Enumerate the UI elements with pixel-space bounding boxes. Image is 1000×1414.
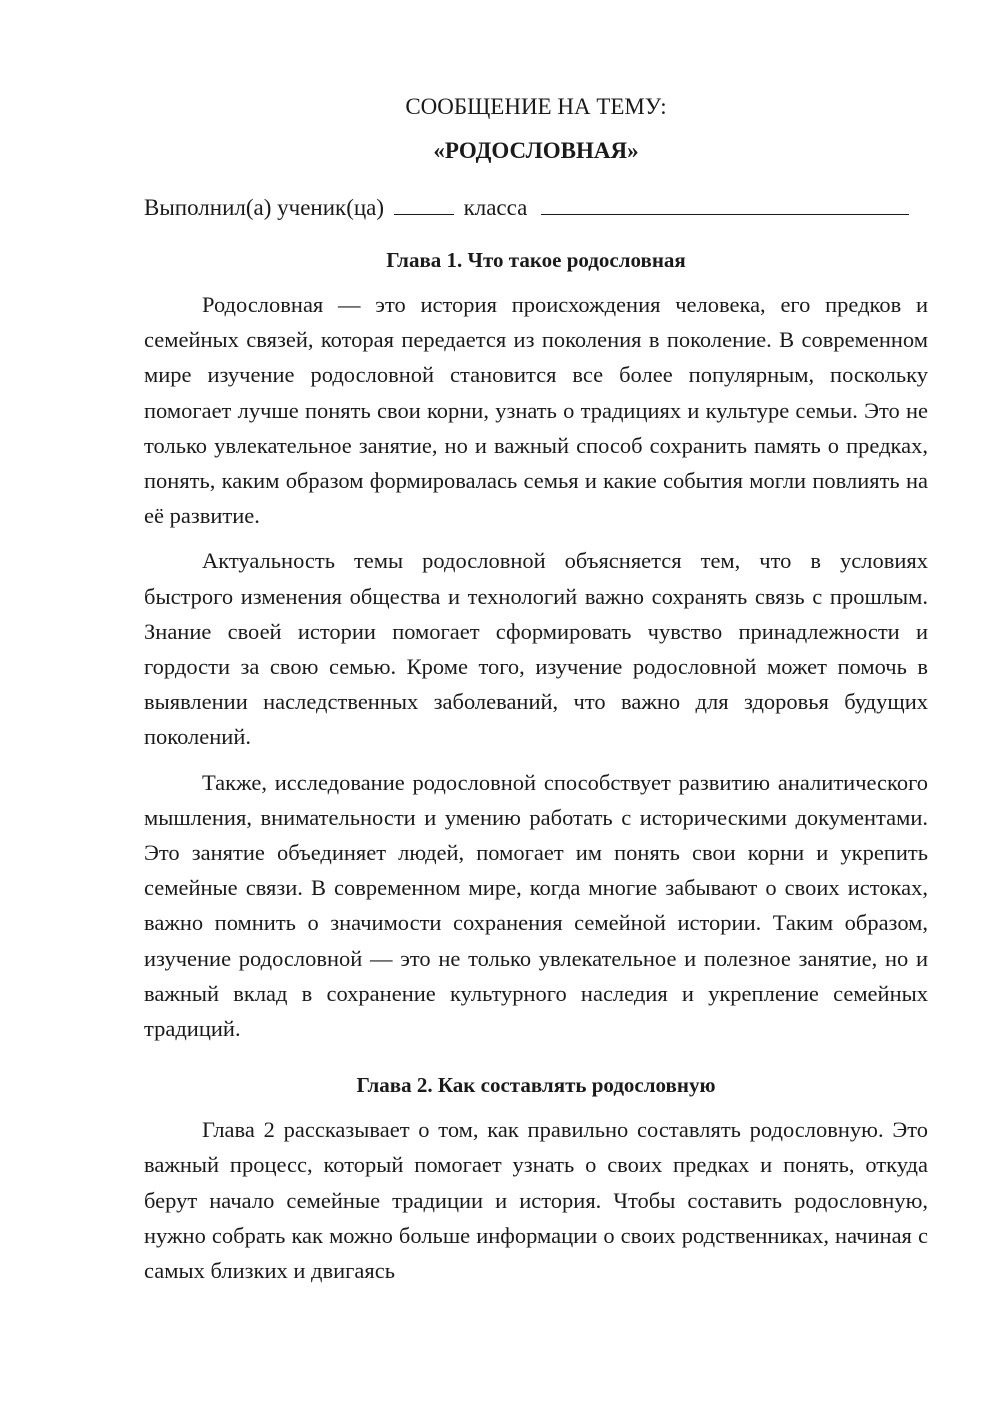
chapter-1-paragraph-1: Родословная — это история происхождения человека, его предков и семейных связей, которая передается из поколения в поколение. В современном мире изучение родословной становится все более популярным, поскольку помогает лучше понять свои корни, узнать о традициях и культуре семьи. Это не только увлекательное занятие, но и важный способ сохранить память о предках, понять, каким образом формировалась семья и какие события могли повлиять на её развитие. [144, 292, 928, 529]
class-number-blank [394, 192, 454, 215]
chapter-1-paragraph-2: Актуальность темы родословной объясняется тем, что в условиях быстрого изменения общества и технологий важно сохранять связь с прошлым. Знание своей истории помогает сформировать чувство принадлежности и гордости за свою семью. Кроме того, изучение родословной может помочь в выявлении наследственных заболеваний, что важно для здоровья будущих поколений. [144, 548, 928, 750]
chapter-1-paragraph-3: Также, исследование родословной способствует развитию аналитического мышления, внимательности и умению работать с историческими документами. Это занятие объединяет людей, помогает им понять свои корни и укрепить семейные связи. В современном мире, когда многие забывают о своих истоках, важно помнить о значимости сохранения семейной истории. Таким образом, изучение родословной — это не только увлекательное и полезное занятие, но и важный вклад в сохранение культурного наследия и укрепление семейных традиций. [144, 769, 928, 1042]
chapter-2-paragraph-1: Глава 2 рассказывает о том, как правильно составлять родословную. Это важный процесс, который помогает узнать о своих предках и понять, откуда берут начало семейные традиции и история. Чтобы составить родословную, нужно собрать как можно больше информации о своих родственниках, начиная с самых близких и двигаясь [144, 1117, 928, 1284]
document-subtitle: «РОДОСЛОВНАЯ» [433, 138, 639, 163]
class-label: класса [463, 195, 528, 220]
author-line [144, 192, 928, 223]
chapter-1-heading: Глава 1. Что такое родословная [386, 248, 686, 272]
chapter-2-heading: Глава 2. Как составлять родословную [356, 1073, 716, 1098]
author-name-blank [541, 192, 909, 215]
author-prefix: Выполнил(а) ученик(ца) [144, 195, 385, 220]
document-title: СООБЩЕНИЕ НА ТЕМУ: [405, 94, 667, 119]
